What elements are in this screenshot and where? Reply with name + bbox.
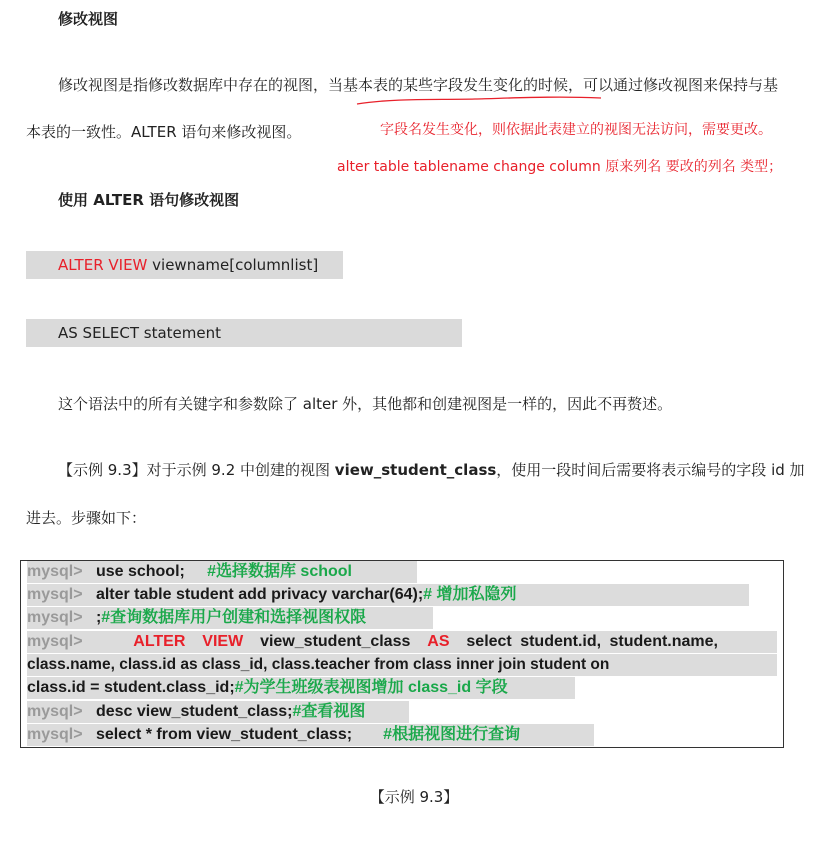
code-line-8 (27, 724, 594, 746)
code-command: class.id = student.class_id; (27, 679, 235, 696)
code-command: desc view_student_class; (95, 703, 293, 720)
intro-paragraph-line1 (58, 75, 778, 95)
code-comment: # 增加私隐列 (423, 586, 517, 603)
intro-text-highlighted: 当基本表的某些字段发生变化的时候 (328, 76, 569, 94)
intro-paragraph-line2: 本表的一致性。ALTER 语句来修改视图。 (26, 123, 302, 141)
code-keyword: VIEW (202, 633, 244, 650)
annotation-note-2: alter table tablename change column 原来列名 要改的列名 类型； (337, 159, 783, 175)
handwritten-underline (355, 94, 605, 108)
figure-caption: 【示例 9.3】 (369, 788, 459, 806)
prompt: mysql> (27, 633, 83, 650)
prompt: mysql> (27, 703, 83, 720)
example-intro-prefix: 【示例 9.3】对于示例 9.2 中创建的视图 (58, 461, 335, 479)
prompt: mysql> (27, 563, 83, 580)
code-comment: #查询数据库用户创建和选择视图权限 (101, 609, 367, 626)
prompt: mysql> (27, 609, 83, 626)
example-intro-suffix: ，使用一段时间后需要将表示编号的字段 id 加 (496, 461, 805, 479)
code-command: select student.id, student.name, (466, 633, 718, 650)
example-view-name: view_student_class (334, 461, 497, 479)
code-line-7 (27, 701, 409, 723)
code-line-2 (27, 584, 749, 606)
syntax-line-2: AS SELECT statement (26, 319, 462, 347)
code-comment: #选择数据库 school (207, 563, 352, 580)
syntax-line-1 (26, 251, 343, 279)
syntax-note-paragraph: 这个语法中的所有关键字和参数除了 alter 外，其他都和创建视图是一样的，因此不再赘述。 (58, 395, 673, 413)
prompt: mysql> (27, 726, 83, 743)
code-command: view_student_class (260, 633, 411, 650)
code-command: use school; (95, 563, 185, 580)
syntax-keyword: ALTER VIEW (58, 256, 148, 274)
code-command: alter table student add privacy varchar(64); (95, 586, 424, 603)
annotation-note-1: 字段名发生变化，则依据此表建立的视图无法访问，需要更改。 (380, 122, 772, 138)
code-keyword: ALTER (133, 633, 186, 650)
code-line-4 (27, 631, 777, 653)
code-line-5: class.name, class.id as class_id, class.teacher from class inner join student on (27, 654, 777, 676)
code-comment: #为学生班级表视图增加 class_id 字段 (234, 679, 508, 696)
code-comment: #查看视图 (292, 703, 366, 720)
code-line-1 (27, 561, 417, 583)
code-block (20, 560, 784, 748)
intro-text-a: 修改视图是指修改数据库中存在的视图， (58, 76, 329, 94)
prompt: mysql> (27, 586, 83, 603)
section-title: 修改视图 (58, 10, 119, 28)
code-line-3 (27, 607, 433, 629)
syntax-line-1-rest: viewname[columnlist] (147, 256, 319, 274)
intro-text-c: ，可以通过修改视图来保持与基 (568, 76, 779, 94)
code-keyword: AS (427, 633, 450, 650)
subtitle: 使用 ALTER 语句修改视图 (58, 191, 240, 209)
code-command: ; (95, 609, 102, 626)
code-line-6 (27, 677, 575, 699)
code-comment: #根据视图进行查询 (383, 726, 521, 743)
code-command: select * from view_student_class; (95, 726, 353, 743)
example-intro-line2: 进去。步骤如下： (26, 509, 147, 527)
example-intro-line1 (58, 460, 805, 480)
